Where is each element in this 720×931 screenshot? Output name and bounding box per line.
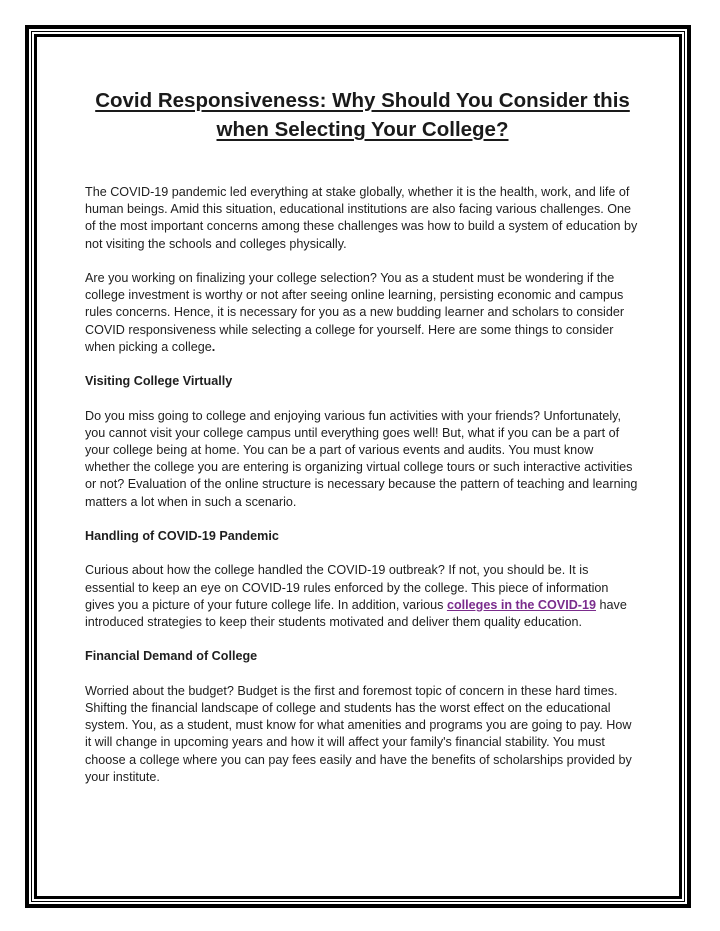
intro-paragraph-2-text: Are you working on finalizing your college selection? You as a student must be wondering if the college investment is worthy or not after seeing online learning, persisting economic and campus rules concerns. Hence, it is necessary for you as a new budding learner and scholars to consider COVID responsiveness while selecting a college for yourself. Here are some things to consider when picking a college xyxy=(85,271,625,354)
section-paragraph-virtual: Do you miss going to college and enjoying various fun activities with your friends? Unfortunately, you cannot visit your college campus until everything goes well! But, what if you can be a part of your college being at home. You can be a part of various events and audits. You must know whether the college you are entering is organizing virtual college tours or such interactive activities or not? Evaluation of the online structure is necessary because the pattern of teaching and learning matters a lot when in such a scenario. xyxy=(85,408,638,509)
intro-paragraph-1: The COVID-19 pandemic led everything at stake globally, whether it is the health, work, and life of human beings. Amid this situation, educational institutions are also facing various challenges. One of the most important concerns among these challenges was how to build a system of education by not visiting the schools and colleges physically. xyxy=(85,185,638,251)
intro-paragraph-2-period: . xyxy=(211,339,216,354)
section-heading-virtual: Visiting College Virtually xyxy=(85,374,233,389)
intro-paragraph-2 xyxy=(85,270,640,356)
section-paragraph-handling xyxy=(85,562,640,631)
document-title: Covid Responsiveness: Why Should You Consider this when Selecting Your College? xyxy=(95,89,630,141)
document-body xyxy=(85,86,640,786)
section-heading-financial: Financial Demand of College xyxy=(85,649,258,664)
handling-text-before: Curious about how the college handled the COVID-19 outbreak? If not, you should be. It is essential to keep an eye on COVID-19 rules enforced by the college. This piece of information gives you a picture of your future college life. In addition, various xyxy=(85,563,609,612)
section-heading-handling: Handling of COVID-19 Pandemic xyxy=(85,529,279,543)
handling-text-after: have introduced strategies to keep their students motivated and deliver them quality education. xyxy=(85,597,627,629)
colleges-covid-link[interactable]: colleges in the COVID-19 xyxy=(446,597,597,612)
section-paragraph-financial: Worried about the budget? Budget is the first and foremost topic of concern in these hard times. Shifting the financial landscape of college and students has the worst effect on the educational system. You, as a student, must know for what amenities and programs you are going to pay. How it will change in upcoming years and how it will affect your family's financial stability. You must choose a college where you can pay fees easily and have the benefits of scholarships provided by your institute. xyxy=(85,683,632,784)
